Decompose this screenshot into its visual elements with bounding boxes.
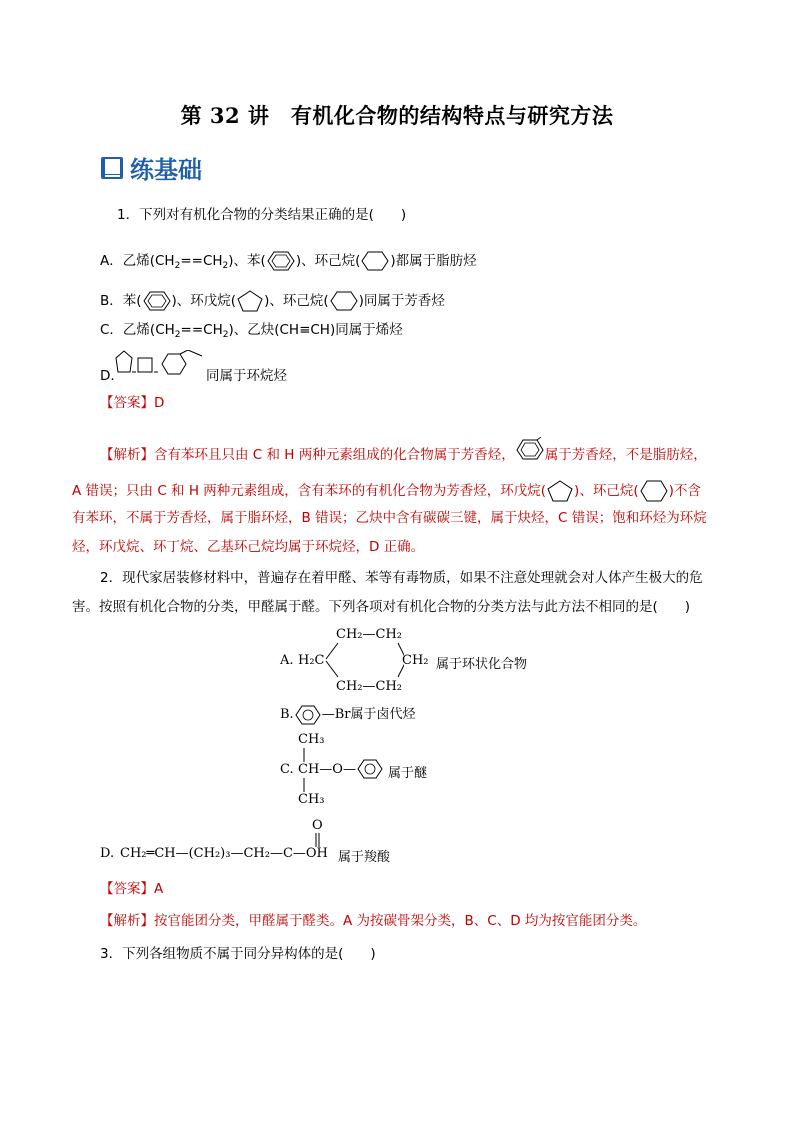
cyclopentane-icon [546,479,574,503]
section-label: 练基础 [130,156,202,184]
q2-option-c: CH₃ C. CH—O— 属于醚 CH₃ [280,732,428,807]
q2-answer: 【答案】A [100,881,164,897]
q1-analysis-line2: A 错误；只由 C 和 H 两种元素组成，含有苯环的有机化合物为芳香烃，环戊烷( )、环己烷( )不含 [72,479,701,503]
benzene-icon [356,758,384,780]
q2-stem-line1: 2．现代家居装修材料中，普遍存在着甲醛、苯等有毒物质，如果不注意处理就会对人体产生极大的危 [100,570,703,586]
q2-option-d: O D. CH₂═CH—(CH₂)₃—CH₂—C—OH 属于羧酸 [100,818,391,865]
q2-option-a: CH₂—CH₂ A. H₂C CH₂ CH₂—CH₂ 属于环状化合物 [280,627,528,694]
q1-option-b: B．苯( )、环戊烷( )、环己烷( )同属于芳香烃 [100,289,445,313]
book-icon [100,156,124,180]
benzene-icon [142,290,172,312]
cyclohexane-icon [162,354,186,374]
q3-stem: 3．下列各组物质不属于同分异构体的是( ) [100,946,376,962]
q1-analysis-line4: 烃，环戊烷、环丁烷、乙基环己烷均属于环烷烃，D 正确。 [72,539,425,555]
cyclobutane-icon [138,358,152,372]
q1-option-c: C．乙烯$(CH_2==CH_2)$、乙炔(CH≡CH)同属于烯烃 [100,322,403,340]
q1-answer: 【答案】D [100,395,165,411]
q2-stem-line2: 害。按照有机化合物的分类，甲醛属于醛。下列各项对有机化合物的分类方法与此方法不相同的是( ) [72,599,691,615]
q2-analysis: 【解析】按官能团分类，甲醛属于醛类。A 为按碳骨架分类，B、C、D 均为按官能团分类。 [100,913,647,929]
ring-structures [114,350,218,384]
section-header [100,150,202,185]
benzene-icon [515,437,545,461]
q2-option-b: B. —Br属于卤代烃 [280,703,415,727]
q1-stem: 1．下列对有机化合物的分类结果正确的是( ) [117,207,407,223]
cyclohexane-icon [360,250,390,272]
cyclohexane-icon [639,479,669,503]
page-title: 第 32 讲 有机化合物的结构特点与研究方法 [180,103,614,128]
q1-analysis-line3: 有苯环，不属于芳香烃，属于脂环烃，B 错误；乙炔中含有碳碳三键，属于炔烃，C 错误；饱和环烃为环烷 [72,510,707,526]
q1-option-a: A．乙烯$(CH_2==CH_2)$、苯( )、环己烷( )都属于脂肪烃 [100,250,477,272]
benzene-icon [266,250,296,272]
benzene-icon [294,704,322,726]
cyclopentane-icon [116,351,132,372]
cyclopentane-icon [236,289,264,313]
cyclohexane-icon [329,290,359,312]
q1-analysis-line1: 【解析】含有苯环且只由 C 和 H 两种元素组成的化合物属于芳香烃， 属于芳香烃，不是脂肪烃， [100,437,707,465]
